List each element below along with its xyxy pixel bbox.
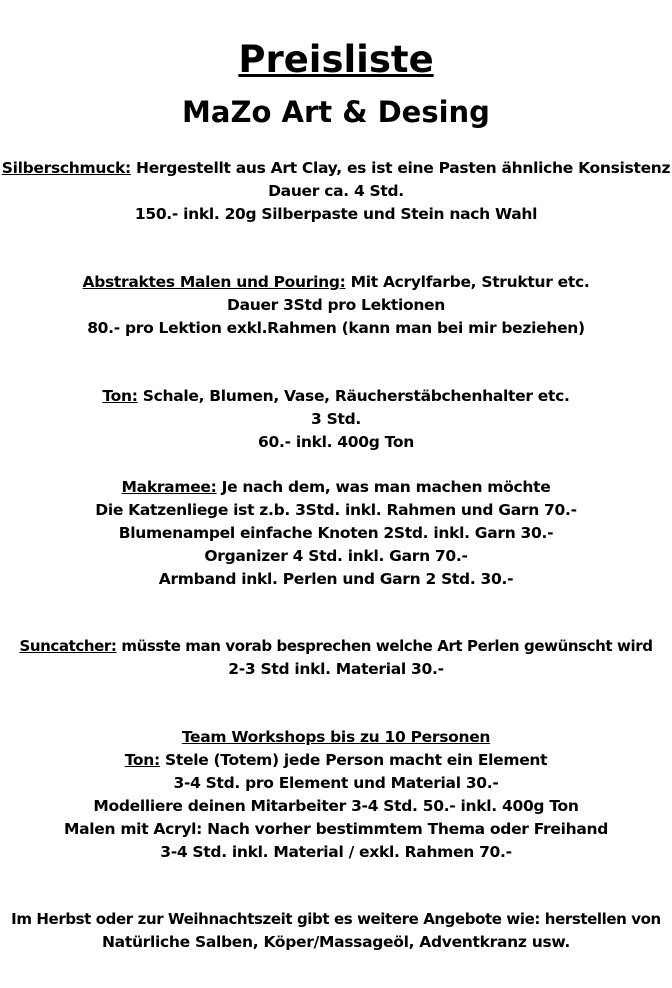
makramee-item: Armband inkl. Perlen und Garn 2 Std. 30.-	[158, 570, 514, 588]
section-silberschmuck	[0, 157, 672, 226]
team-ton-label: Ton:	[124, 751, 160, 769]
section-description: Je nach dem, was man machen möchte	[216, 478, 551, 496]
section-duration: Dauer 3Std pro Lektionen	[227, 296, 445, 314]
makramee-item: Die Katzenliege ist z.b. 3Std. inkl. Rahmen und Garn 70.-	[95, 501, 577, 519]
team-item: 3-4 Std. pro Element und Material 30.-	[173, 774, 499, 792]
section-suncatcher	[0, 635, 672, 681]
section-label: Abstraktes Malen und Pouring:	[82, 273, 346, 291]
team-ton-description: Stele (Totem) jede Person macht ein Element	[159, 751, 548, 769]
footer-line: Natürliche Salben, Köper/Massageöl, Adventkranz usw.	[102, 933, 570, 951]
section-label: Ton:	[102, 387, 138, 405]
section-duration: Dauer ca. 4 Std.	[268, 182, 404, 200]
makramee-item: Blumenampel einfache Knoten 2Std. inkl. Garn 30.-	[118, 524, 554, 542]
makramee-item: Organizer 4 Std. inkl. Garn 70.-	[204, 547, 468, 565]
section-label: Suncatcher:	[19, 637, 117, 655]
section-price: 2-3 Std inkl. Material 30.-	[228, 660, 444, 678]
footer-note	[0, 908, 672, 954]
section-description: Schale, Blumen, Vase, Räucherstäbchenhalter etc.	[137, 387, 570, 405]
footer-line: Im Herbst oder zur Weihnachtszeit gibt es weitere Angebote wie: herstellen von	[11, 910, 661, 928]
section-duration: 3 Std.	[311, 410, 361, 428]
section-description: Hergestellt aus Art Clay, es ist eine Pasten ähnliche Konsistenz	[130, 159, 671, 177]
section-price: 80.- pro Lektion exkl.Rahmen (kann man bei mir beziehen)	[87, 319, 585, 337]
team-item: Malen mit Acryl: Nach vorher bestimmtem Thema oder Freihand	[63, 820, 609, 838]
section-label: Makramee:	[121, 478, 217, 496]
section-team-workshops	[0, 726, 672, 864]
team-heading: Team Workshops bis zu 10 Personen	[181, 728, 491, 746]
page-subtitle: MaZo Art & Desing	[182, 95, 490, 129]
section-description: müsste man vorab besprechen welche Art Perlen gewünscht wird	[116, 637, 653, 655]
section-label: Silberschmuck:	[1, 159, 131, 177]
team-item: Modelliere deinen Mitarbeiter 3-4 Std. 50.- inkl. 400g Ton	[93, 797, 579, 815]
section-abstraktes-malen	[0, 271, 672, 340]
section-price: 150.- inkl. 20g Silberpaste und Stein nach Wahl	[134, 205, 538, 223]
section-ton	[0, 385, 672, 454]
team-item: 3-4 Std. inkl. Material / exkl. Rahmen 70.-	[160, 843, 512, 861]
section-description: Mit Acrylfarbe, Struktur etc.	[345, 273, 590, 291]
page-title: Preisliste	[238, 38, 434, 81]
section-makramee	[0, 476, 672, 591]
section-price: 60.- inkl. 400g Ton	[258, 433, 414, 451]
